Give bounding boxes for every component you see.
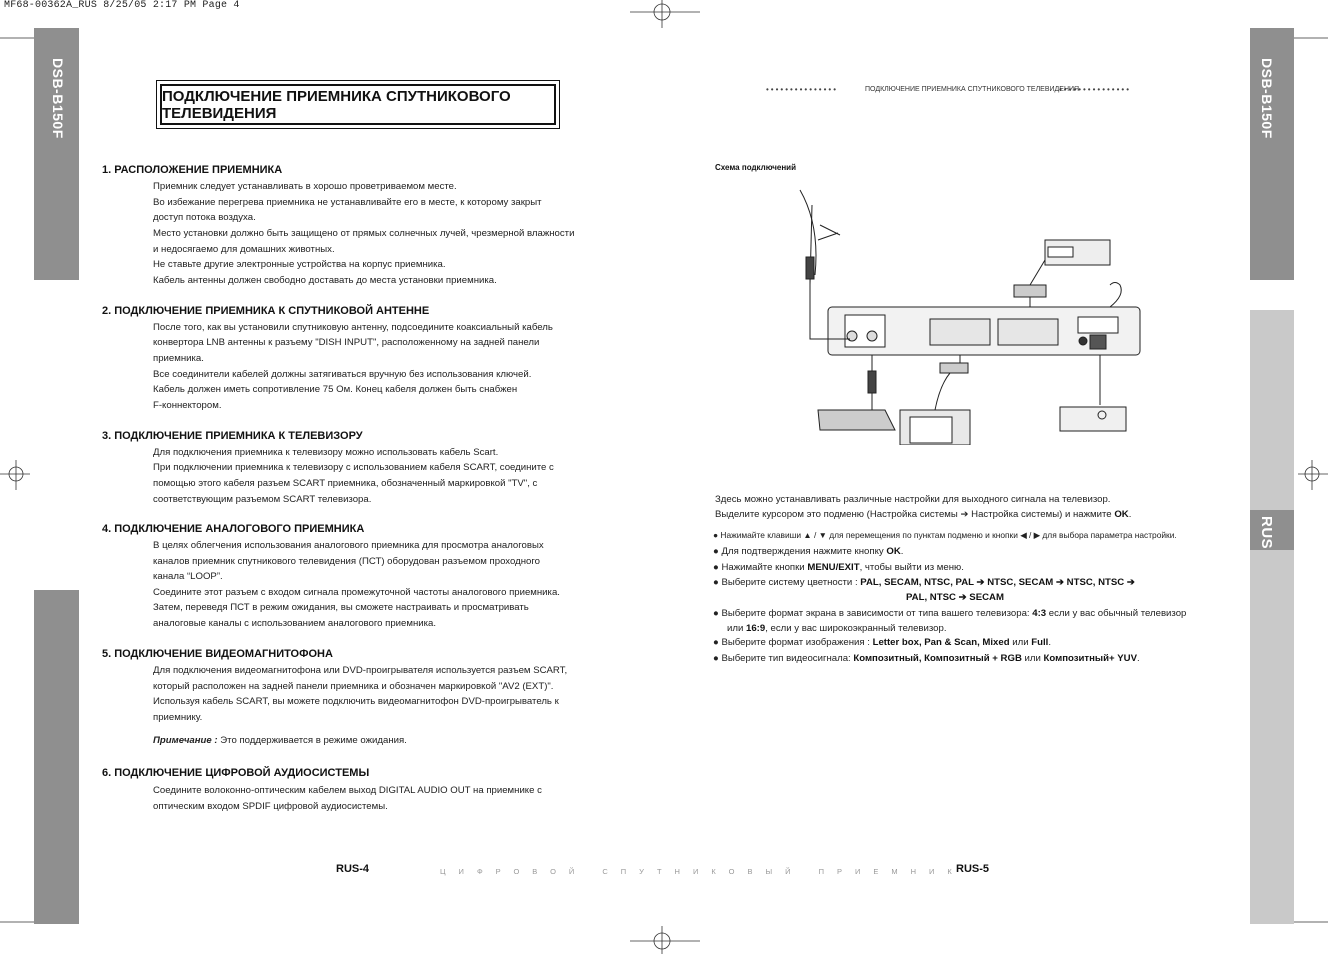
section-4-line: канала “LOOP”. bbox=[153, 571, 223, 582]
bullet-bold: Letter box, Pan & Scan, Mixed bbox=[872, 637, 1010, 648]
bullet-text: . bbox=[1048, 637, 1051, 648]
right-model-label: DSB-B150F bbox=[1259, 58, 1275, 139]
section-5-line: Для подключения видеомагнитофона или DVD-проигрывателя используется разъем SCART, bbox=[153, 665, 568, 676]
bullet-text: Выберите тип видеосигнала: bbox=[721, 653, 854, 664]
bullet-bold: OK bbox=[886, 546, 901, 557]
section-1-line: Место установки должно быть защищено от прямых солнечных лучей, чрезмерной влажности bbox=[153, 228, 575, 239]
bullet-bold: Full bbox=[1031, 637, 1049, 648]
note-label: Примечание : bbox=[153, 735, 218, 746]
left-model-label: DSB-B150F bbox=[50, 58, 66, 139]
section-4-line: Соедините этот разъем с входом сигнала промежуточной частоты аналогового приемника. bbox=[153, 587, 560, 598]
bullet-text: , чтобы выйти из меню. bbox=[859, 562, 964, 573]
section-6-heading: 6. ПОДКЛЮЧЕНИЕ ЦИФРОВОЙ АУДИОСИСТЕМЫ bbox=[102, 767, 370, 779]
analog-receiver-icon bbox=[818, 410, 895, 430]
section-2-line: конвертора LNB антенны к разъему "DISH INPUT", расположенному на задней панели bbox=[153, 337, 540, 348]
bullet-4: ● Выберите систему цветности : PAL, SECAM, NTSC, PAL ➔ NTSC, SECAM ➔ NTSC, NTSC ➔ bbox=[713, 577, 1135, 588]
bullet-bold: 4:3 bbox=[1032, 608, 1047, 619]
diagram-label: Схема подключений bbox=[715, 163, 797, 172]
section-4-line: В целях облегчения использования аналогового приемника для просмотра аналоговых bbox=[153, 540, 544, 551]
bullet-bold: Композитный, Композитный + RGB bbox=[853, 653, 1022, 664]
footer-product-name: ЦИФРОВОЙ СПУТНИКОВЫЙ ПРИЕМНИК bbox=[440, 867, 965, 876]
right-page-header: ПОДКЛЮЧЕНИЕ ПРИЕМНИКА СПУТНИКОВОГО ТЕЛЕВИДЕНИЯ bbox=[865, 86, 1080, 93]
left-bottom-tab bbox=[34, 590, 79, 924]
section-3-line: При подключении приемника к телевизору с использованием кабеля SCART, соедините с bbox=[153, 462, 554, 473]
intro-end: . bbox=[1128, 509, 1132, 520]
section-2-line: приемника. bbox=[153, 353, 204, 364]
section-1-line: Во избежание перегрева приемника не устанавливайте его в месте, к которому закрыт bbox=[153, 197, 542, 208]
bullet-text: Нажимайте кнопки bbox=[721, 562, 808, 573]
connection-diagram bbox=[790, 185, 1150, 445]
section-6-line: оптическим входом SPDIF цифровой аудиосистемы. bbox=[153, 801, 388, 812]
bullet-text: если у вас обычный телевизор bbox=[1046, 608, 1187, 619]
section-2-line: F-коннектором. bbox=[153, 400, 222, 411]
section-5-line: который расположен на задней панели приемника и обозначен маркировкой "AV2 (EXT)". bbox=[153, 681, 554, 692]
bullet-bold: Композитный+ YUV bbox=[1043, 653, 1137, 664]
section-1-line: Приемник следует устанавливать в хорошо проветриваемом месте. bbox=[153, 181, 457, 192]
right-light-tab bbox=[1250, 310, 1294, 924]
audio-system-icon bbox=[1060, 407, 1126, 431]
section-4-heading: 4. ПОДКЛЮЧЕНИЕ АНАЛОГОВОГО ПРИЕМНИКА bbox=[102, 523, 365, 535]
bullet-text: Выберите систему цветности : bbox=[721, 577, 861, 588]
section-4-line: аналоговые каналы с использованием аналогового приемника. bbox=[153, 618, 437, 629]
section-5-heading: 5. ПОДКЛЮЧЕНИЕ ВИДЕОМАГНИТОФОНА bbox=[102, 648, 333, 660]
bullet-5: ● Выберите формат экрана в зависимости от типа вашего телевизора: 4:3 если у вас обычный телевизор bbox=[713, 608, 1187, 619]
page-number-right: RUS-5 bbox=[956, 863, 990, 875]
bullet-text: . bbox=[1137, 653, 1140, 664]
section-6-line: Соедините волоконно-оптическим кабелем выход DIGITAL AUDIO OUT на приемнике с bbox=[153, 785, 542, 796]
bullet-1: ● Нажимайте клавиши ▲ / ▼ для перемещения по пунктам подменю и кнопки ◀ / ▶ для выбора параметра настройки. bbox=[713, 530, 1177, 540]
section-1-heading: 1. РАСПОЛОЖЕНИЕ ПРИЕМНИКА bbox=[102, 164, 283, 176]
section-2-line: Все соединители кабелей должны затягиваться вручную без использования ключей. bbox=[153, 369, 532, 380]
section-1-line: Не ставьте другие электронные устройства на корпус приемника. bbox=[153, 259, 446, 270]
bullet-text: или bbox=[1009, 637, 1032, 648]
bullet-text: Выберите формат экрана в зависимости от типа вашего телевизора: bbox=[721, 608, 1033, 619]
section-5-line: приемнику. bbox=[153, 712, 203, 723]
bullet-4-cont bbox=[906, 592, 1004, 603]
bullet-bold: PAL, NTSC ➔ SECAM bbox=[906, 592, 1004, 603]
rus-tab-label: RUS bbox=[1258, 516, 1275, 550]
section-1-line: Кабель антенны должен свободно доставать до места установки приемника. bbox=[153, 275, 497, 286]
section-2-line: После того, как вы установили спутниковую антенну, подсоедините коаксиальный кабель bbox=[153, 322, 553, 333]
print-slug: MF68-00362A_RUS 8/25/05 2:17 PM Page 4 bbox=[4, 0, 240, 11]
bullet-text: или bbox=[1021, 653, 1044, 664]
section-3-line: соответствующим разъемом SCART телевизора. bbox=[153, 494, 372, 505]
section-4-line: каналов приемник спутникового телевидения (ПСТ) оборудован разъемом проходного bbox=[153, 556, 540, 567]
bullet-bold: PAL, SECAM, NTSC, PAL ➔ NTSC, SECAM ➔ NTSC, NTSC ➔ bbox=[860, 577, 1135, 588]
note-text: Это поддерживается в режиме ожидания. bbox=[217, 735, 407, 746]
note bbox=[153, 735, 407, 746]
bullet-text: . bbox=[900, 546, 904, 557]
bullet-text: Выберите формат изображения : bbox=[721, 637, 873, 648]
section-3-line: помощью этого кабеля разъем SCART приемника, обозначенный маркировкой "TV", с bbox=[153, 478, 538, 489]
intro-line-2 bbox=[715, 509, 1131, 520]
bullet-bold: MENU/EXIT bbox=[807, 562, 860, 573]
section-1-line: доступ потока воздуха. bbox=[153, 212, 256, 223]
bullet-2: ● Для подтверждения нажмите кнопку OK. bbox=[713, 546, 904, 557]
header-dots-right: ••••••••••••••• bbox=[1059, 85, 1132, 94]
page-title-box bbox=[156, 80, 560, 129]
section-2-line: Кабель должен иметь сопротивление 75 Ом. Конец кабеля должен быть снабжен bbox=[153, 384, 518, 395]
bullet-5-cont bbox=[727, 623, 947, 634]
bullet-7: ● Выберите тип видеосигнала: Композитный, Композитный + RGB или Композитный+ YUV. bbox=[713, 653, 1140, 664]
section-2-heading: 2. ПОДКЛЮЧЕНИЕ ПРИЕМНИКА К СПУТНИКОВОЙ АНТЕННЕ bbox=[102, 305, 430, 317]
section-4-line: Затем, переведя ПСТ в режим ожидания, вы сможете настраивать и просматривать bbox=[153, 602, 529, 613]
bullet-text: или bbox=[727, 623, 746, 634]
section-5-line: Используя кабель SCART, вы можете подключить видеомагнитофон DVD-проигрыватель к bbox=[153, 696, 559, 707]
section-3-heading: 3. ПОДКЛЮЧЕНИЕ ПРИЕМНИКА К ТЕЛЕВИЗОРУ bbox=[102, 430, 363, 442]
ok-key: OK bbox=[1114, 509, 1129, 520]
bullet-text: , если у вас широкоэкранный телевизор. bbox=[765, 623, 947, 634]
bullet-bold: 16:9 bbox=[745, 623, 766, 634]
bullet-6: ● Выберите формат изображения : Letter box, Pan & Scan, Mixed или Full. bbox=[713, 637, 1051, 648]
section-1-line: и недосягаемо для домашних животных. bbox=[153, 244, 335, 255]
header-dots-left: ••••••••••••••• bbox=[766, 85, 839, 94]
bullet-text: Нажимайте клавиши ▲ / ▼ для перемещения по пунктам подменю и кнопки ◀ / ▶ для выбора параметра настройки. bbox=[720, 530, 1177, 540]
section-3-line: Для подключения приемника к телевизору можно использовать кабель Scart. bbox=[153, 447, 499, 458]
page-title: ПОДКЛЮЧЕНИЕ ПРИЕМНИКА СПУТНИКОВОГО ТЕЛЕВИДЕНИЯ bbox=[160, 84, 556, 125]
bullet-text: Для подтверждения нажмите кнопку bbox=[721, 546, 887, 557]
page-number-left: RUS-4 bbox=[336, 863, 370, 875]
bullet-3: ● Нажимайте кнопки MENU/EXIT, чтобы выйти из меню. bbox=[713, 562, 964, 573]
intro-text: Выделите курсором это подменю (Настройка системы ➔ Настройка системы) и нажмите bbox=[715, 509, 1115, 520]
intro-line-1: Здесь можно устанавливать различные настройки для выходного сигнала на телевизор. bbox=[715, 494, 1111, 505]
